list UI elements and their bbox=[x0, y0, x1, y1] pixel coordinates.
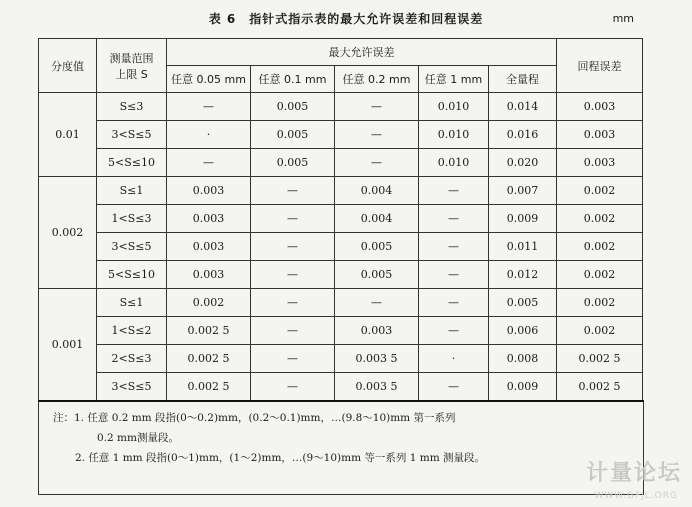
value-cell: — bbox=[335, 121, 419, 149]
range-cell: S≤1 bbox=[97, 177, 167, 205]
table-row bbox=[39, 373, 643, 401]
table-title: 表 6 指针式指示表的最大允许误差和回程误差 bbox=[208, 12, 484, 26]
resolution-cell: 0.002 bbox=[39, 177, 97, 289]
value-cell: 0.009 bbox=[489, 373, 557, 401]
header-any-01: 任意 0.1 mm bbox=[251, 66, 335, 93]
value-cell: — bbox=[419, 177, 489, 205]
value-cell: 0.002 5 bbox=[167, 317, 251, 345]
table-row bbox=[39, 121, 643, 149]
header-range-line1: 测量范围 bbox=[109, 51, 154, 65]
value-cell: — bbox=[251, 373, 335, 401]
value-cell: 0.016 bbox=[489, 121, 557, 149]
value-cell: 0.005 bbox=[251, 121, 335, 149]
value-cell: 0.002 5 bbox=[167, 345, 251, 373]
value-cell: 0.012 bbox=[489, 261, 557, 289]
value-cell: 0.003 bbox=[167, 261, 251, 289]
range-cell: S≤3 bbox=[97, 93, 167, 121]
value-cell: 0.003 bbox=[167, 233, 251, 261]
value-cell: 0.003 5 bbox=[335, 373, 419, 401]
value-cell: 0.010 bbox=[419, 149, 489, 177]
table-row bbox=[39, 177, 643, 205]
note-1-line-2: 0.2 mm测量段。 bbox=[97, 432, 179, 444]
value-cell: 0.003 bbox=[167, 205, 251, 233]
range-cell: 1<S≤3 bbox=[97, 205, 167, 233]
note-2: 2. 任意 1 mm 段指(0～1)mm，(1～2)mm，…(9～10)mm 等一系列 1 mm 测量段。 bbox=[75, 452, 485, 464]
value-cell: 0.002 bbox=[557, 317, 643, 345]
header-hysteresis: 回程误差 bbox=[557, 39, 643, 93]
value-cell: 0.005 bbox=[489, 289, 557, 317]
table-row bbox=[39, 317, 643, 345]
value-cell: 0.002 bbox=[557, 261, 643, 289]
value-cell: 0.003 bbox=[557, 149, 643, 177]
range-cell: 3<S≤5 bbox=[97, 233, 167, 261]
value-cell: — bbox=[251, 289, 335, 317]
value-cell: 0.020 bbox=[489, 149, 557, 177]
value-cell: — bbox=[419, 373, 489, 401]
value-cell: — bbox=[419, 261, 489, 289]
value-cell: — bbox=[167, 149, 251, 177]
value-cell: 0.002 5 bbox=[557, 373, 643, 401]
value-cell: 0.002 bbox=[557, 233, 643, 261]
value-cell: 0.010 bbox=[419, 93, 489, 121]
value-cell: 0.005 bbox=[335, 233, 419, 261]
value-cell: — bbox=[419, 317, 489, 345]
value-cell: — bbox=[251, 177, 335, 205]
value-cell: — bbox=[335, 93, 419, 121]
watermark-url: WWW.GFJL.ORG bbox=[594, 491, 678, 501]
value-cell: 0.008 bbox=[489, 345, 557, 373]
value-cell: 0.010 bbox=[419, 121, 489, 149]
watermark-logo: 计量论坛 bbox=[585, 461, 682, 486]
value-cell: — bbox=[251, 261, 335, 289]
range-cell: 1<S≤2 bbox=[97, 317, 167, 345]
table-row bbox=[39, 93, 643, 121]
resolution-cell: 0.01 bbox=[39, 93, 97, 177]
value-cell: 0.002 5 bbox=[167, 373, 251, 401]
table-row bbox=[39, 289, 643, 317]
note-1-line-1: 注：1. 任意 0.2 mm 段指(0～0.2)mm，(0.2～0.1)mm，…(9.8～10)mm 第一系列 bbox=[53, 412, 456, 424]
range-cell: 5<S≤10 bbox=[97, 261, 167, 289]
value-cell: 0.003 bbox=[557, 121, 643, 149]
header-any-02: 任意 0.2 mm bbox=[335, 66, 419, 93]
value-cell: 0.007 bbox=[489, 177, 557, 205]
value-cell: · bbox=[167, 121, 251, 149]
range-cell: 3<S≤5 bbox=[97, 121, 167, 149]
value-cell: 0.009 bbox=[489, 205, 557, 233]
range-cell: S≤1 bbox=[97, 289, 167, 317]
value-cell: 0.004 bbox=[335, 177, 419, 205]
value-cell: — bbox=[419, 289, 489, 317]
value-cell: 0.002 bbox=[557, 205, 643, 233]
header-range bbox=[97, 39, 167, 93]
resolution-cell: 0.001 bbox=[39, 289, 97, 401]
header-any-1: 任意 1 mm bbox=[419, 66, 489, 93]
value-cell: 0.002 bbox=[557, 289, 643, 317]
value-cell: 0.005 bbox=[335, 261, 419, 289]
value-cell: 0.003 bbox=[335, 317, 419, 345]
table-row bbox=[39, 149, 643, 177]
value-cell: 0.002 bbox=[167, 289, 251, 317]
table-row bbox=[39, 345, 643, 373]
value-cell: 0.005 bbox=[251, 149, 335, 177]
value-cell: 0.003 bbox=[167, 177, 251, 205]
value-cell: 0.006 bbox=[489, 317, 557, 345]
value-cell: 0.014 bbox=[489, 93, 557, 121]
value-cell: — bbox=[335, 289, 419, 317]
value-cell: 0.002 5 bbox=[557, 345, 643, 373]
range-cell: 3<S≤5 bbox=[97, 373, 167, 401]
value-cell: — bbox=[419, 205, 489, 233]
header-range-line2: 上限 S bbox=[115, 67, 148, 81]
value-cell: 0.011 bbox=[489, 233, 557, 261]
value-cell: — bbox=[251, 233, 335, 261]
range-cell: 2<S≤3 bbox=[97, 345, 167, 373]
value-cell: — bbox=[251, 317, 335, 345]
value-cell: — bbox=[167, 93, 251, 121]
table-row bbox=[39, 233, 643, 261]
value-cell: 0.002 bbox=[557, 177, 643, 205]
value-cell: — bbox=[335, 149, 419, 177]
header-resolution: 分度值 bbox=[39, 39, 97, 93]
table-row bbox=[39, 205, 643, 233]
value-cell: · bbox=[419, 345, 489, 373]
value-cell: — bbox=[251, 205, 335, 233]
error-table bbox=[38, 38, 643, 401]
value-cell: 0.004 bbox=[335, 205, 419, 233]
value-cell: 0.003 bbox=[557, 93, 643, 121]
value-cell: — bbox=[251, 345, 335, 373]
notes-box bbox=[38, 400, 644, 495]
value-cell: — bbox=[419, 233, 489, 261]
value-cell: 0.005 bbox=[251, 93, 335, 121]
header-full: 全量程 bbox=[489, 66, 557, 93]
header-any-005: 任意 0.05 mm bbox=[167, 66, 251, 93]
range-cell: 5<S≤10 bbox=[97, 149, 167, 177]
unit-label: mm bbox=[612, 12, 634, 25]
header-max-error: 最大允许误差 bbox=[167, 39, 557, 66]
table-row bbox=[39, 261, 643, 289]
value-cell: 0.003 5 bbox=[335, 345, 419, 373]
